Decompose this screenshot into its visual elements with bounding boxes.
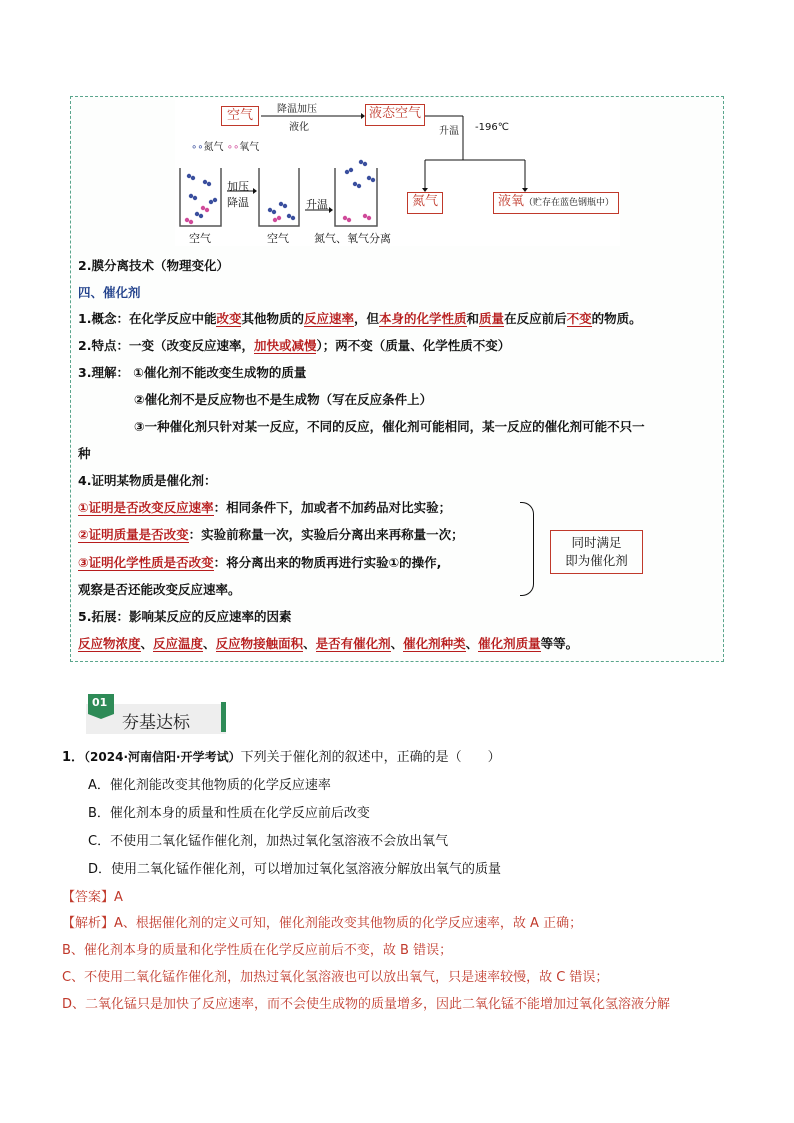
caption-3: 氮气、氧气分离 bbox=[314, 232, 391, 245]
caption-1: 空气 bbox=[189, 232, 211, 245]
temp-label: -196℃ bbox=[475, 122, 509, 133]
prove-3: ③证明化学性质是否改变：将分离出来的物质再进行实验①的操作, bbox=[78, 555, 442, 570]
extension-line: 5.拓展：影响某反应的反应速率的因素 bbox=[78, 609, 292, 624]
air-box: 空气 bbox=[221, 106, 259, 126]
prove-2: ②证明质量是否改变：实验前称量一次，实验后分离出来再称量一次； bbox=[78, 527, 464, 542]
analysis-line-3: C、不使用二氧化锰作催化剂，加热过氧化氢溶液也可以放出氧气，只是速率较慢，故 C 错误； bbox=[62, 970, 609, 985]
diagram-graphics bbox=[175, 98, 620, 246]
legend: ∘∘氮气 ∘∘氧气 bbox=[191, 142, 260, 153]
cool-label: 降温 bbox=[227, 196, 249, 209]
banner-number: 01 bbox=[92, 696, 108, 709]
note-line-1: 同时满足 bbox=[571, 535, 622, 550]
prove-1: ①证明是否改变反应速率：相同条件下，加或者不加药品对比实验； bbox=[78, 500, 452, 515]
nitrogen-box: 氮气 bbox=[407, 192, 443, 214]
understanding-line-3b: 种 bbox=[78, 446, 91, 461]
caption-2: 空气 bbox=[267, 232, 289, 245]
understanding-line-2: ②催化剂不是反应物也不是生成物（写在反应条件上） bbox=[134, 392, 433, 407]
features-line: 2.特点：一变（改变反应速率，加快或减慢）；两不变（质量、化学性质不变） bbox=[78, 338, 511, 353]
analysis-line-2: B、催化剂本身的质量和化学性质在化学反应前后不变，故 B 错误； bbox=[62, 943, 453, 958]
oxygen-legend: 氧气 bbox=[239, 142, 260, 153]
bracket bbox=[520, 502, 534, 596]
understanding-line-1: 3.理解： ①催化剂不能改变生成物的质量 bbox=[78, 365, 307, 380]
pressurize-label: 加压 bbox=[227, 180, 249, 193]
factors-line: 反应物浓度、反应温度、反应物接触面积、是否有催化剂、催化剂种类、催化剂质量等等。 bbox=[78, 636, 579, 651]
air-separation-diagram bbox=[175, 98, 620, 246]
option-a: A．催化剂能改变其他物质的化学反应速率 bbox=[88, 778, 331, 793]
banner-title: 夯基达标 bbox=[122, 713, 190, 733]
understanding-line-3: ③一种催化剂只针对某一反应，不同的反应，催化剂可能相同，某一反应的催化剂可能不只一 bbox=[134, 419, 645, 434]
concept-line: 1.概念：在化学反应中能改变其他物质的反应速率，但本身的化学性质和质量在反应前后不变的物质。 bbox=[78, 311, 642, 326]
option-d: D．使用二氧化锰作催化剂，可以增加过氧化氢溶液分解放出氧气的质量 bbox=[88, 862, 502, 877]
note-line-2: 即为催化剂 bbox=[565, 553, 628, 568]
catalyst-heading: 四、催化剂 bbox=[78, 285, 141, 300]
analysis-line-4: D、二氧化锰只是加快了反应速率，而不会使生成物的质量增多，因此二氧化锰不能增加过氧化氢溶液分解 bbox=[62, 997, 671, 1012]
liquid-air-box: 液态空气 bbox=[365, 104, 425, 126]
question-stem: 1．（2024·河南信阳·开学考试）下列关于催化剂的叙述中，正确的是（ ） bbox=[62, 750, 501, 765]
process-label: 降温加压 bbox=[277, 104, 317, 115]
analysis-line-1: 【解析】A、根据催化剂的定义可知，催化剂能改变其他物质的化学反应速率，故 A 正确； bbox=[62, 916, 583, 931]
prove-heading: 4.证明某物质是催化剂： bbox=[78, 473, 217, 488]
liquid-oxygen-label: 液氧 bbox=[498, 194, 525, 209]
heat2-label: 升温 bbox=[306, 198, 328, 211]
liquefy-label: 液化 bbox=[289, 122, 309, 133]
prove-3b: 观察是否还能改变反应速率。 bbox=[78, 582, 241, 597]
liquid-oxygen-note: （贮存在蓝色钢瓶中） bbox=[524, 198, 615, 208]
answer-line: 【答案】A bbox=[62, 890, 123, 905]
condition-note bbox=[550, 530, 643, 574]
membrane-line: 2.膜分离技术（物理变化） bbox=[78, 258, 229, 273]
nitrogen-legend: 氮气 bbox=[203, 142, 224, 153]
option-c: C．不使用二氧化锰作催化剂，加热过氧化氢溶液不会放出氧气 bbox=[88, 834, 449, 849]
section-banner bbox=[86, 692, 232, 738]
option-b: B．催化剂本身的质量和性质在化学反应前后改变 bbox=[88, 806, 370, 821]
heat-label: 升温 bbox=[439, 126, 459, 137]
